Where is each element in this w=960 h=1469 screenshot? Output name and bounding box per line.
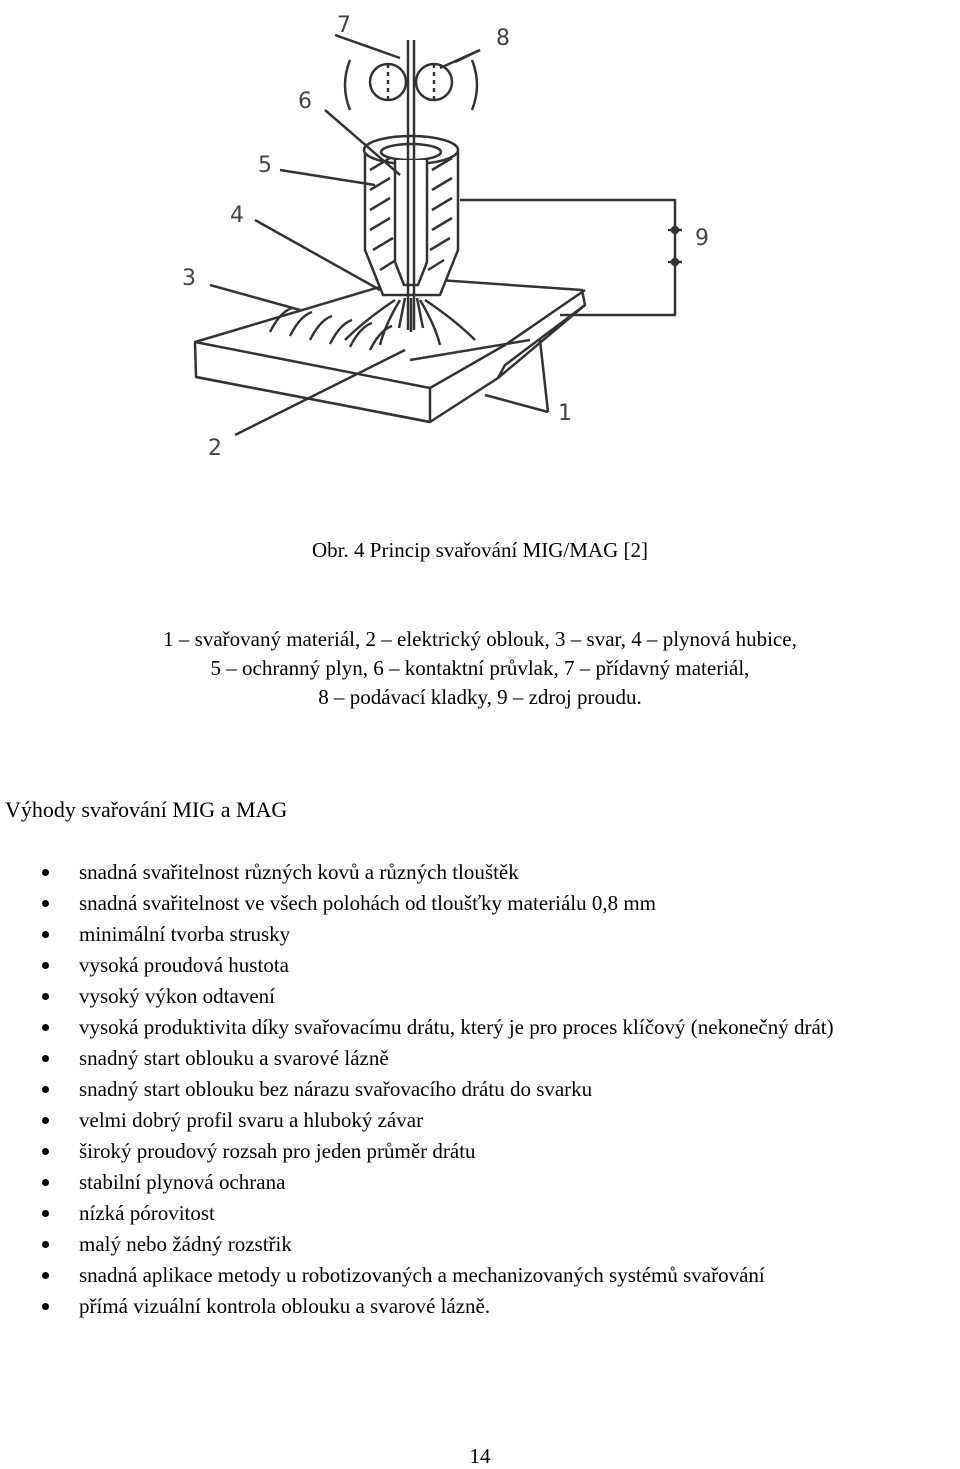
bullet-icon: [42, 869, 49, 876]
list-item: vysoká proudová hustota: [0, 950, 960, 981]
bullet-icon: [42, 1117, 49, 1124]
list-item: široký proudový rozsah pro jeden průměr drátu: [0, 1136, 960, 1167]
svg-text:6: 6: [298, 89, 312, 114]
list-item: snadná aplikace metody u robotizovaných a mechanizovaných systémů svařování: [0, 1260, 960, 1291]
bullet-icon: [42, 1303, 49, 1310]
svg-text:4: 4: [230, 203, 244, 228]
contact-tip: [395, 160, 427, 285]
section-heading: Výhody svařování MIG a MAG: [5, 797, 288, 822]
list-item: vysoká produktivita díky svařovacímu drátu, který je pro proces klíčový (nekonečný drát): [0, 1012, 960, 1043]
bullet-icon: [42, 1210, 49, 1217]
page-number: 14: [469, 1444, 491, 1468]
bullet-icon: [42, 900, 49, 907]
svg-text:7: 7: [337, 13, 351, 38]
list-item: snadný start oblouku bez nárazu svařovacího drátu do svarku: [0, 1074, 960, 1105]
svg-text:8: 8: [496, 26, 510, 51]
advantages-list: [0, 857, 960, 1322]
bullet-icon: [42, 993, 49, 1000]
bullet-icon: [42, 962, 49, 969]
list-item: stabilní plynová ochrana: [0, 1167, 960, 1198]
legend-line: 8 – podávací kladky, 9 – zdroj proudu.: [318, 685, 642, 709]
list-item: snadný start oblouku a svarové lázně: [0, 1043, 960, 1074]
list-item: vysoký výkon odtavení: [0, 981, 960, 1012]
bullet-icon: [42, 1272, 49, 1279]
list-item: malý nebo žádný rozstřik: [0, 1229, 960, 1260]
list-item: velmi dobrý profil svaru a hluboký závar: [0, 1105, 960, 1136]
list-item: minimální tvorba strusky: [0, 919, 960, 950]
bullet-icon: [42, 1055, 49, 1062]
svg-text:2: 2: [208, 436, 222, 461]
mig-mag-diagram: [170, 0, 730, 470]
bullet-icon: [42, 931, 49, 938]
figure-legend: [0, 625, 960, 712]
bullet-icon: [42, 1086, 49, 1093]
list-item: přímá vizuální kontrola oblouku a svarové lázně.: [0, 1291, 960, 1322]
legend-line: 1 – svařovaný materiál, 2 – elektrický oblouk, 3 – svar, 4 – plynová hubice,: [163, 627, 797, 651]
bullet-icon: [42, 1024, 49, 1031]
bullet-icon: [42, 1179, 49, 1186]
legend-line: 5 – ochranný plyn, 6 – kontaktní průvlak, 7 – přídavný materiál,: [210, 656, 750, 680]
bullet-icon: [42, 1148, 49, 1155]
list-item: nízká pórovitost: [0, 1198, 960, 1229]
svg-text:1: 1: [558, 401, 572, 426]
svg-text:9: 9: [695, 226, 709, 251]
figure-caption: Obr. 4 Princip svařování MIG/MAG [2]: [312, 538, 648, 562]
bullet-icon: [42, 1241, 49, 1248]
svg-text:3: 3: [182, 266, 196, 291]
workpiece-plate: [195, 278, 585, 422]
list-item: snadná svařitelnost různých kovů a různých tlouštěk: [0, 857, 960, 888]
list-item: snadná svařitelnost ve všech polohách od tloušťky materiálu 0,8 mm: [0, 888, 960, 919]
svg-text:5: 5: [258, 153, 272, 178]
